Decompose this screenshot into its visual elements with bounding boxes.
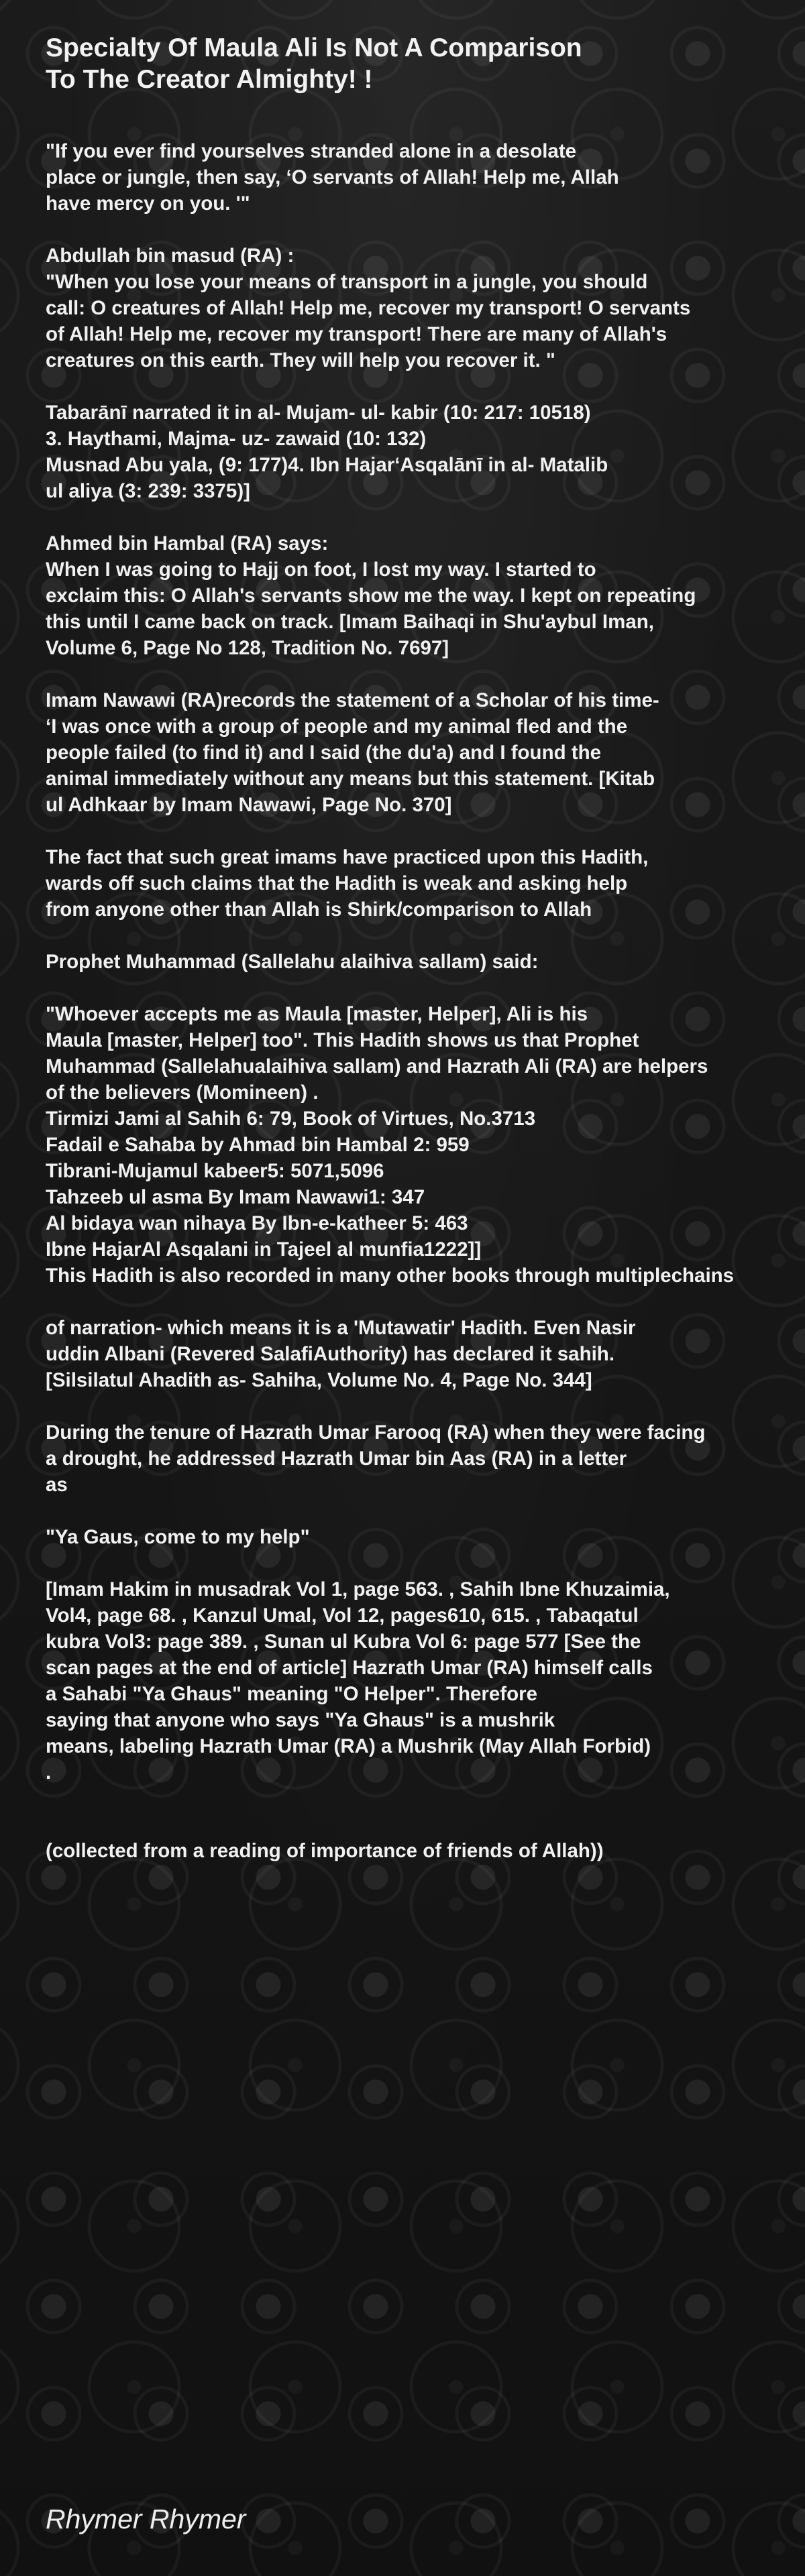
poem-title: Specialty Of Maula Ali Is Not A Comparison To The Creator Almighty! ! <box>46 34 582 94</box>
poem-author: Rhymer Rhymer <box>46 2504 246 2534</box>
poem-body: "If you ever find yourselves stranded alone in a desolate place or jungle, then say, ‘O servants of Allah! Help me, Allah have mercy on you. '" Abdullah bin masud (RA) : "When you lose your means of transport in a jungle, you should call: O creatures of Allah! Help me, recover my transport! O servants of Allah! Help me, recover my transport! There are many of Allah's creatures on this earth. They will help you recover it. " Tabarānī narrated it in al- Mujam- ul- kabir (10: 217: 10518) 3. Haythami, Majma- uz- zawaid (10: 132) Musnad Abu yala, (9: 177)4. Ibn Hajar‘Asqalānī in al- Matalib ul aliya (3: 239: 3375)] Ahmed bin Hambal (RA) says: When I was going to Hajj on foot, I lost my way. I started to exclaim this: O Allah's servants show me the way. I kept on repeating this until I came back on track. [Imam Baihaqi in Shu'aybul Iman, Volume 6, Page No 128, Tradition No. 7697] Imam Nawawi (RA)records the statement of a Scholar of his time- ‘I was once with a group of people and my animal fled and the people failed (to find it) and I said (the du'a) and I found the animal immediately without any means but this statement. [Kitab ul Adhkaar by Imam Nawawi, Page No. 370] The fact that such great imams have practiced upon this Hadith, wards off such claims that the Hadith is weak and asking help from anyone other than Allah is Shirk/comparison to Allah Prophet Muhammad (Sallelahu alaihiva sallam) said: "Whoever accepts me as Maula [master, Helper], Ali is his Maula [master, Helper] too". This Hadith shows us that Prophet Muhammad (Sallelahualaihiva sallam) and Hazrath Ali (RA) are helpers of the believers (Momineen) . Tirmizi Jami al Sahih 6: 79, Book of Virtues, No.3713 Fadail e Sahaba by Ahmad bin Hambal 2: 959 Tibrani-Mujamul kabeer5: 5071,5096 Tahzeeb ul asma By Imam Nawawi1: 347 Al bidaya wan nihaya By Ibn-e-katheer 5: 463 Ibne HajarAl Asqalani in Tajeel al munfia1222]] This Hadith is also recorded in many other books through multiplechains of narration- which means it is a 'Mutawatir' Hadith. Even Nasir uddin Albani (Revered SalafiAuthority) has declared it sahih. [Silsilatul Ahadith as- Sahiha, Volume No. 4, Page No. 344] During the tenure of Hazrath Umar Farooq (RA) when they were facing a drought, he addressed Hazrath Umar bin Aas (RA) in a letter as "Ya Gaus, come to my help" [Imam Hakim in musadrak Vol 1, page 563. , Sahih Ibne Khuzaimia, Vol4, page 68. , Kanzul Umal, Vol 12, pages610, 615. , Tabaqatul kubra Vol3: page 389. , Sunan ul Kubra Vol 6: page 577 [See the scan pages at the end of article] Hazrath Umar (RA) himself calls a Sahabi "Ya Ghaus" meaning "O Helper". Therefore saying that anyone who says "Ya Ghaus" is a mushrik means, labeling Hazrath Umar (RA) a Mushrik (May Allah Forbid) . (collected from a reading of importance of friends of Allah)) <box>46 140 735 1862</box>
